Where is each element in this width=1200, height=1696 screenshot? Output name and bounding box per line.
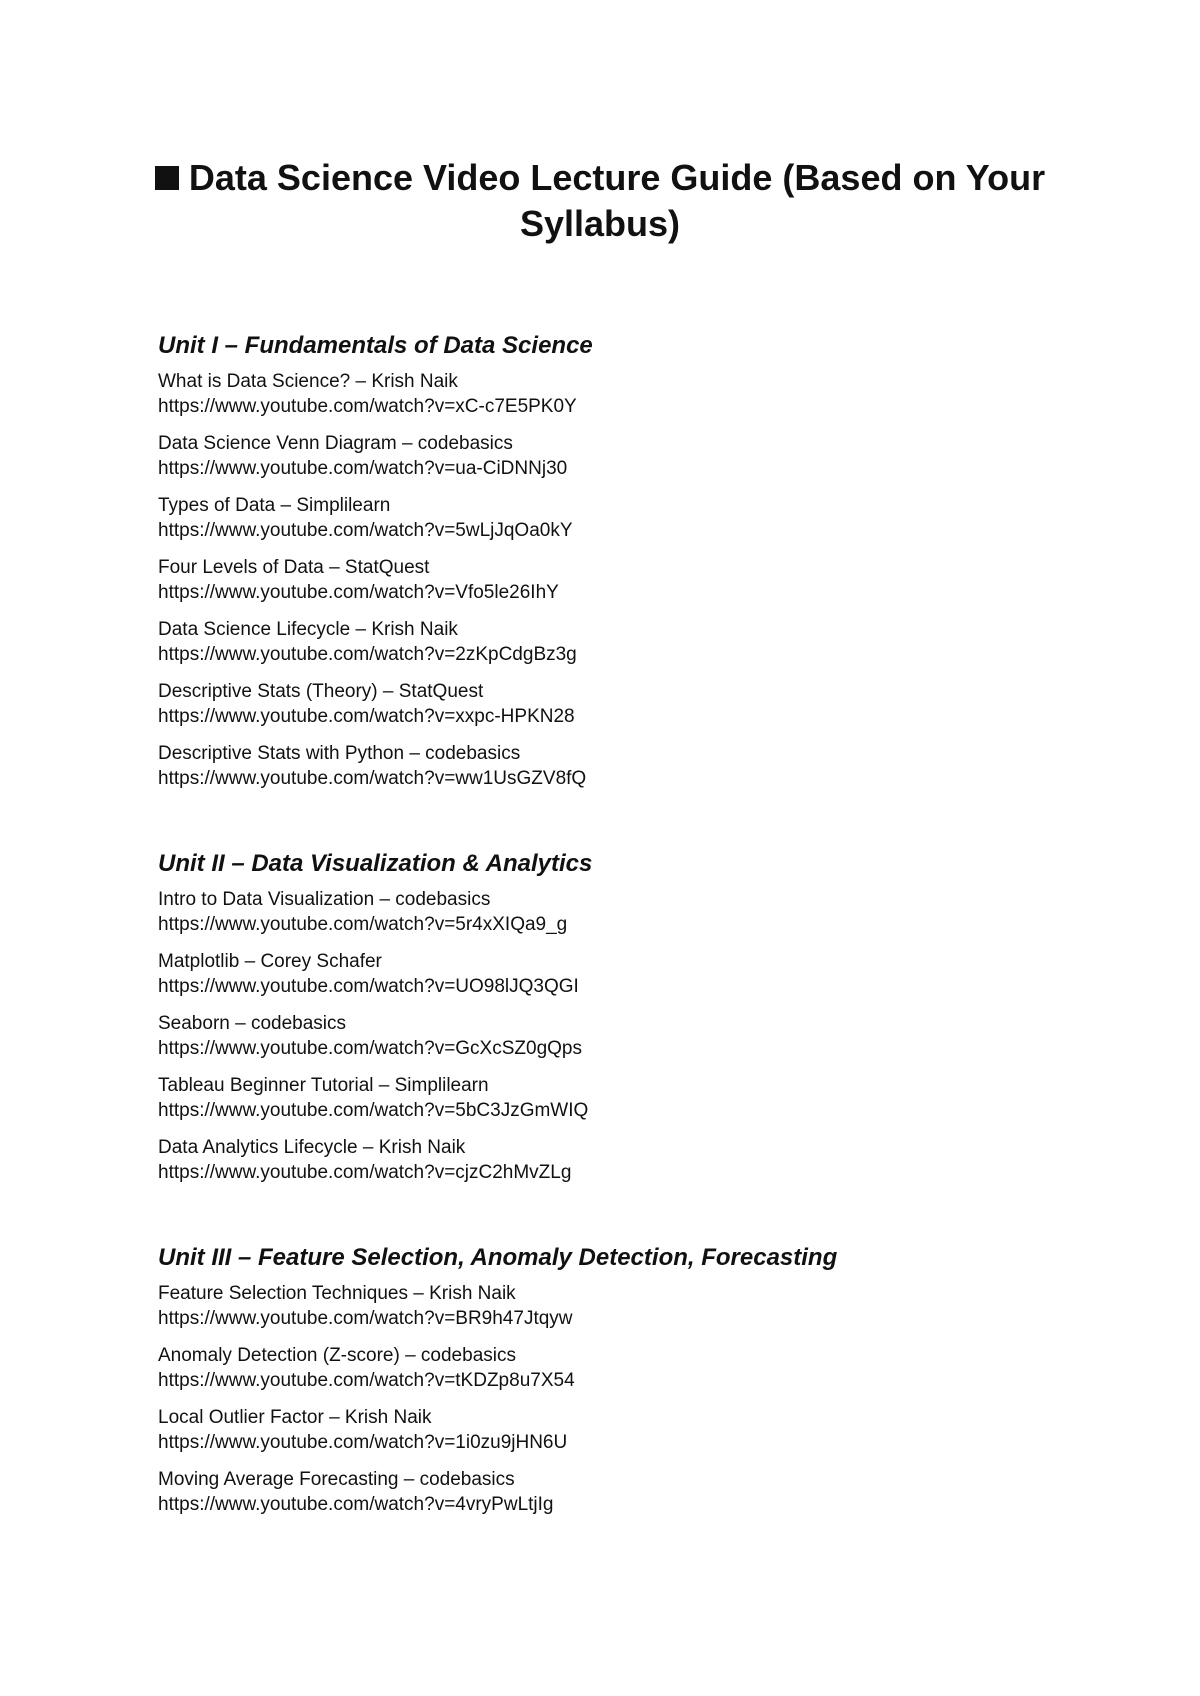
square-bullet-icon [155, 166, 179, 190]
lecture-title: Data Analytics Lifecycle – Krish Naik [158, 1137, 466, 1158]
lecture-link[interactable]: https://www.youtube.com/watch?v=5bC3JzGmWIQ [158, 1100, 589, 1121]
lecture-item [158, 1343, 1058, 1393]
lecture-title: Feature Selection Techniques – Krish Naik [158, 1283, 516, 1304]
lecture-link[interactable]: https://www.youtube.com/watch?v=ua-CiDNNj30 [158, 458, 568, 479]
lecture-item [158, 1073, 1058, 1123]
unit-heading: Unit III – Feature Selection, Anomaly Detection, Forecasting [158, 1244, 838, 1271]
document-title-text: Data Science Video Lecture Guide (Based on Your Syllabus) [188, 157, 1046, 244]
lecture-title: What is Data Science? – Krish Naik [158, 371, 458, 392]
unit-heading: Unit II – Data Visualization & Analytics [158, 850, 593, 877]
lecture-item [158, 1011, 1058, 1061]
lecture-title: Data Science Venn Diagram – codebasics [158, 433, 513, 454]
lecture-item [158, 679, 1058, 729]
lecture-item [158, 617, 1058, 667]
lecture-item [158, 1281, 1058, 1331]
lecture-item [158, 887, 1058, 937]
lecture-title: Data Science Lifecycle – Krish Naik [158, 619, 458, 640]
lecture-item [158, 1467, 1058, 1517]
lecture-link[interactable]: https://www.youtube.com/watch?v=xxpc-HPKN28 [158, 706, 575, 727]
unit-section-2 [158, 849, 1058, 1185]
lecture-link[interactable]: https://www.youtube.com/watch?v=BR9h47Jtqyw [158, 1308, 573, 1329]
lecture-title: Moving Average Forecasting – codebasics [158, 1469, 515, 1490]
lecture-title: Local Outlier Factor – Krish Naik [158, 1407, 432, 1428]
lecture-title: Descriptive Stats (Theory) – StatQuest [158, 681, 484, 702]
lecture-item [158, 493, 1058, 543]
lecture-title: Descriptive Stats with Python – codebasics [158, 743, 521, 764]
lecture-item [158, 949, 1058, 999]
lecture-title: Matplotlib – Corey Schafer [158, 951, 382, 972]
lecture-item [158, 555, 1058, 605]
unit-section-3 [158, 1243, 1058, 1517]
lecture-link[interactable]: https://www.youtube.com/watch?v=1i0zu9jHN6U [158, 1432, 568, 1453]
lecture-link[interactable]: https://www.youtube.com/watch?v=2zKpCdgBz3g [158, 644, 577, 665]
lecture-link[interactable]: https://www.youtube.com/watch?v=UO98lJQ3QGI [158, 976, 579, 997]
lecture-item [158, 369, 1058, 419]
lecture-title: Anomaly Detection (Z-score) – codebasics [158, 1345, 516, 1366]
lecture-title: Intro to Data Visualization – codebasics [158, 889, 491, 910]
lecture-link[interactable]: https://www.youtube.com/watch?v=5wLjJqOa0kY [158, 520, 573, 541]
unit-heading: Unit I – Fundamentals of Data Science [158, 332, 593, 359]
lecture-item [158, 1135, 1058, 1185]
lecture-title: Tableau Beginner Tutorial – Simplilearn [158, 1075, 489, 1096]
lecture-link[interactable]: https://www.youtube.com/watch?v=cjzC2hMvZLg [158, 1162, 572, 1183]
document-content [158, 331, 1058, 1517]
unit-section-1 [158, 331, 1058, 791]
lecture-link[interactable]: https://www.youtube.com/watch?v=tKDZp8u7X54 [158, 1370, 575, 1391]
lecture-link[interactable]: https://www.youtube.com/watch?v=GcXcSZ0gQps [158, 1038, 582, 1059]
lecture-title: Types of Data – Simplilearn [158, 495, 391, 516]
lecture-link[interactable]: https://www.youtube.com/watch?v=ww1UsGZV8fQ [158, 768, 587, 789]
lecture-item [158, 741, 1058, 791]
lecture-title: Four Levels of Data – StatQuest [158, 557, 430, 578]
lecture-title: Seaborn – codebasics [158, 1013, 347, 1034]
lecture-link[interactable]: https://www.youtube.com/watch?v=4vryPwLtjIg [158, 1494, 554, 1515]
lecture-item [158, 431, 1058, 481]
lecture-link[interactable]: https://www.youtube.com/watch?v=Vfo5le26IhY [158, 582, 559, 603]
lecture-item [158, 1405, 1058, 1455]
document-title [150, 155, 1050, 247]
lecture-link[interactable]: https://www.youtube.com/watch?v=5r4xXIQa9_g [158, 914, 568, 935]
lecture-link[interactable]: https://www.youtube.com/watch?v=xC-c7E5PK0Y [158, 396, 577, 417]
